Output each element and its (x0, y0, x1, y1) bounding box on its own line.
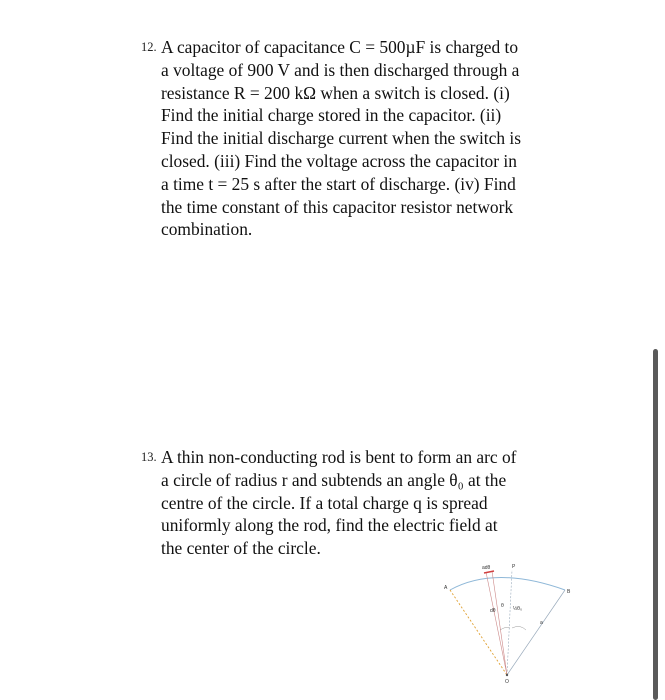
label-origin: O (505, 679, 509, 685)
label-b: B (567, 589, 571, 595)
text-line: closed. (iii) Find the voltage across the capacitor in (161, 150, 517, 171)
label-theta: θ (501, 603, 504, 609)
center-point (506, 674, 508, 676)
text-line: A thin non-conducting rod is bent to form an arc of (161, 447, 517, 467)
charged-arc (450, 578, 565, 591)
arc-charge-figure (440, 560, 580, 685)
text-line: A capacitor of capacitance C = 500µF is charged to (161, 37, 519, 57)
question-12 (141, 36, 581, 241)
scrollbar[interactable] (653, 349, 658, 700)
text-line: a time t = 25 s after the start of discharge. (iv) Find (161, 173, 516, 194)
label-adq: adθ (482, 565, 491, 571)
label-half-theta0: ½θ₀ (513, 606, 523, 612)
question-text (161, 446, 581, 560)
center-line (507, 570, 512, 675)
text-line: combination. (161, 219, 253, 240)
label-p: P (512, 564, 516, 570)
text-line: uniformly along the rod, find the electric field at (161, 515, 498, 536)
element-radius-line (486, 572, 507, 675)
label-a-radius: a (540, 620, 543, 626)
text-line: Find the initial charge stored in the capacitor. (ii) (161, 105, 502, 126)
theta-arc (500, 627, 510, 630)
label-a-left: A (444, 585, 448, 591)
text-line: the time constant of this capacitor resistor network (161, 196, 514, 217)
question-text (161, 36, 581, 241)
text-line: centre of the circle. If a total charge q is spread (161, 492, 488, 513)
text-line: a circle of radius r and subtends an angle θ₀ at the (161, 469, 507, 490)
text-line: Find the initial discharge current when the switch is (161, 128, 521, 149)
text-line: the center of the circle. (161, 538, 321, 559)
text-line: a voltage of 900 V and is then discharged through a (161, 59, 520, 80)
text-line: resistance R = 200 kΩ when a switch is closed. (i) (161, 82, 510, 103)
question-13 (141, 446, 581, 560)
question-number: 13. (141, 450, 157, 464)
question-number: 12. (141, 40, 157, 54)
half-theta0-arc (512, 626, 526, 630)
label-dtheta: dθ (490, 608, 496, 614)
element-radius-line (492, 571, 507, 675)
right-radius-line (507, 590, 565, 675)
